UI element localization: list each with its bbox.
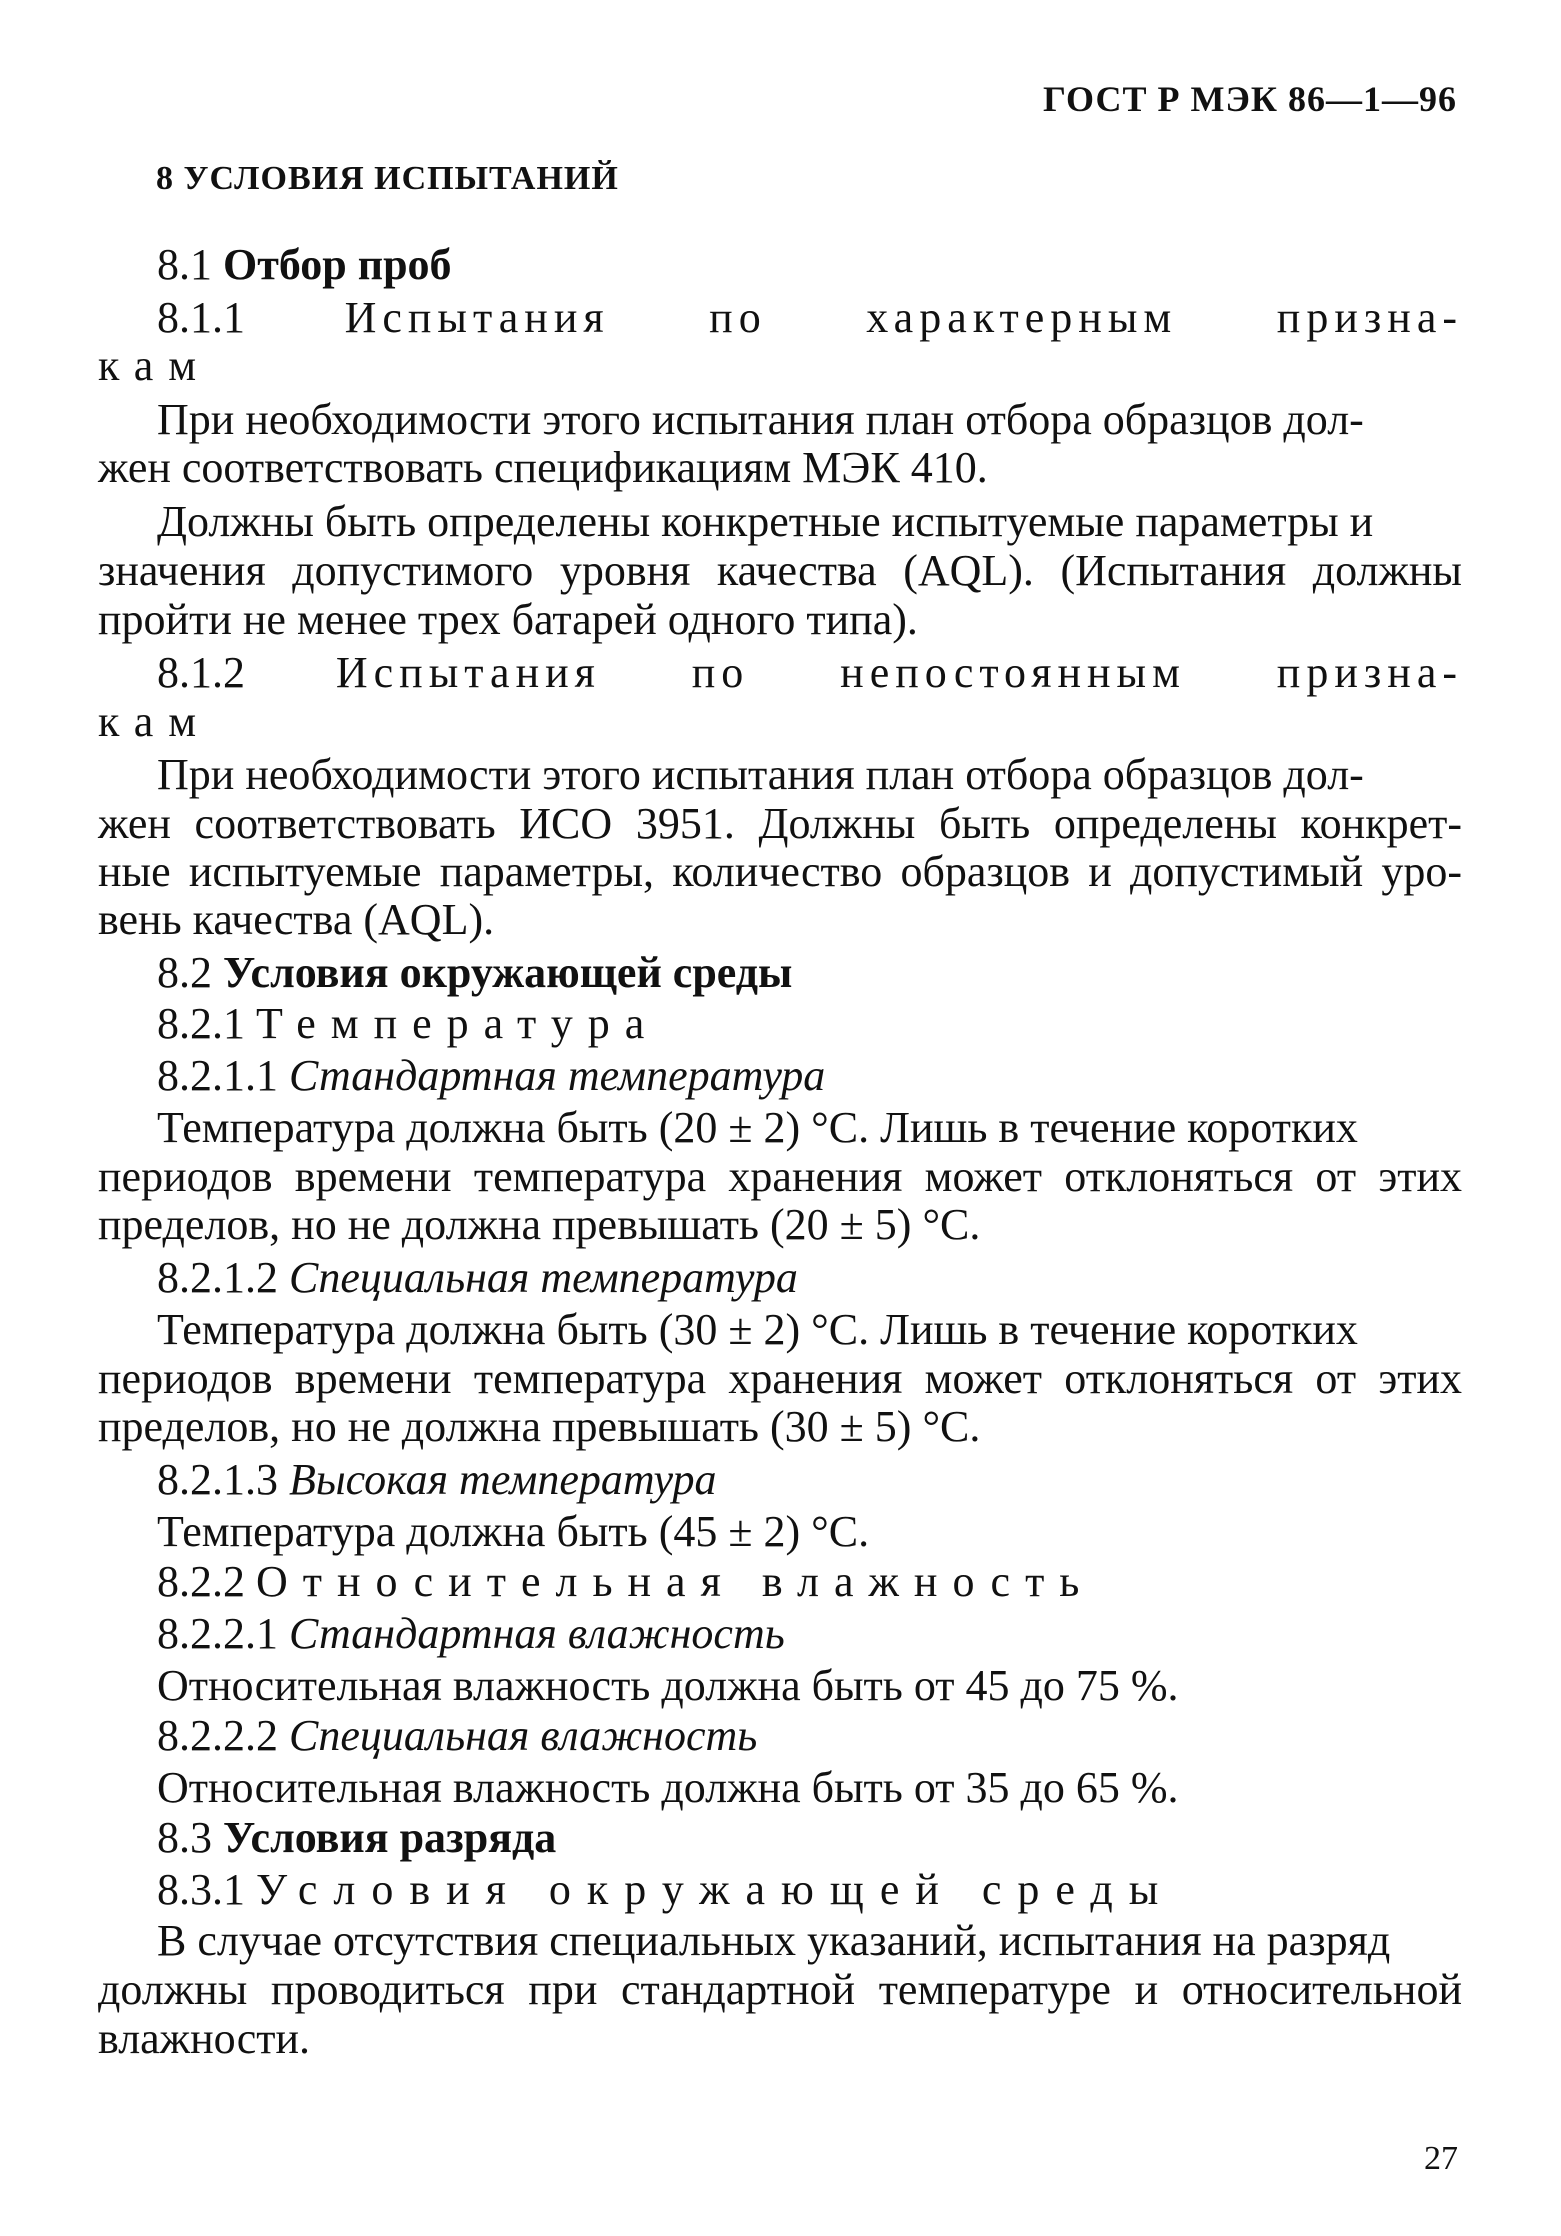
- heading-8-3-1: [157, 1865, 1175, 1914]
- paragraph-line: периодов времени температура хранения может отклоняться от этих: [98, 1152, 1462, 1201]
- heading-8-1-2: [157, 648, 1464, 697]
- heading-8-2-2: [157, 1557, 1095, 1606]
- paragraph-line: При необходимости этого испытания план отбора образцов дол-: [157, 750, 1364, 799]
- heading-8-2-title: Условия окружающей среды: [223, 948, 793, 997]
- heading-8-1-title: Отбор проб: [223, 240, 452, 289]
- paragraph-line: пределов, но не должна превышать (30 ± 5) °С.: [98, 1402, 981, 1451]
- heading-8-1-number: 8.1: [157, 240, 212, 289]
- heading-8-1: [157, 240, 452, 289]
- heading-8-2-1-3-number: 8.2.1.3: [157, 1455, 278, 1504]
- document-code: ГОСТ Р МЭК 86—1—96: [1043, 79, 1457, 119]
- paragraph-line: периодов времени температура хранения может отклоняться от этих: [98, 1354, 1462, 1403]
- paragraph-line: пройти не менее трех батарей одного типа).: [98, 595, 918, 644]
- heading-8-2-1-number: 8.2.1: [157, 999, 245, 1048]
- paragraph-line: Относительная влажность должна быть от 45 до 75 %.: [157, 1661, 1179, 1710]
- heading-8-1-1-cont: кам: [98, 341, 212, 390]
- heading-8-2-2-1-title: Стандартная влажность: [289, 1609, 785, 1658]
- heading-8-2-1-3-title: Высокая температура: [289, 1455, 717, 1504]
- paragraph-line: жен соответствовать ИСО 3951. Должны быть определены конкрет-: [98, 799, 1462, 848]
- heading-8-2-2-1-number: 8.2.2.1: [157, 1609, 278, 1658]
- heading-8-2-2-number: 8.2.2: [157, 1557, 245, 1606]
- heading-8-1-1-text: Испытания по характерным призна-: [344, 293, 1464, 342]
- paragraph-line: влажности.: [98, 2014, 311, 2063]
- heading-8-2-1: [157, 999, 660, 1048]
- heading-8-2-1-2: [157, 1253, 798, 1302]
- paragraph-line: ные испытуемые параметры, количество образцов и допустимый уро-: [98, 847, 1462, 896]
- heading-8-2-2-text: Относительная влажность: [256, 1557, 1095, 1606]
- paragraph-line: Температура должна быть (45 ± 2) °С.: [157, 1507, 870, 1556]
- heading-8-2: [157, 948, 793, 997]
- paragraph-line: должны проводиться при стандартной температуре и относительной: [98, 1965, 1462, 2014]
- heading-8-2-2-2: [157, 1711, 758, 1760]
- heading-8-2-2-2-title: Специальная влажность: [289, 1711, 758, 1760]
- heading-8-2-2-1: [157, 1609, 785, 1658]
- heading-8-2-1-1: [157, 1051, 826, 1100]
- heading-8-3-number: 8.3: [157, 1813, 212, 1862]
- heading-8-1-2-number: 8.1.2: [157, 648, 245, 697]
- paragraph-line: Относительная влажность должна быть от 35 до 65 %.: [157, 1763, 1179, 1812]
- paragraph-line: пределов, но не должна превышать (20 ± 5) °С.: [98, 1200, 981, 1249]
- heading-8-2-1-text: Температура: [256, 999, 660, 1048]
- heading-8-1-1-number: 8.1.1: [157, 293, 245, 342]
- heading-8-2-1-1-title: Стандартная температура: [289, 1051, 826, 1100]
- paragraph-line: значения допустимого уровня качества (AQL). (Испытания должны: [98, 546, 1462, 595]
- heading-8-3: [157, 1813, 557, 1862]
- heading-8-1-2-text: Испытания по непостоянным призна-: [335, 648, 1464, 697]
- heading-8-2-2-2-number: 8.2.2.2: [157, 1711, 278, 1760]
- heading-8-2-1-2-title: Специальная температура: [289, 1253, 798, 1302]
- section-title: 8 УСЛОВИЯ ИСПЫТАНИЙ: [156, 160, 619, 197]
- paragraph-line: Температура должна быть (30 ± 2) °С. Лишь в течение коротких: [157, 1305, 1358, 1354]
- paragraph-line: При необходимости этого испытания план отбора образцов дол-: [157, 395, 1364, 444]
- heading-8-2-1-3: [157, 1455, 717, 1504]
- heading-8-1-1: [157, 293, 1464, 342]
- heading-8-3-1-text: Условия окружающей среды: [256, 1865, 1175, 1914]
- paragraph-line: Должны быть определены конкретные испытуемые параметры и: [157, 497, 1374, 546]
- heading-8-2-1-1-number: 8.2.1.1: [157, 1051, 278, 1100]
- paragraph-line: Температура должна быть (20 ± 2) °С. Лишь в течение коротких: [157, 1103, 1358, 1152]
- paragraph-line: В случае отсутствия специальных указаний, испытания на разряд: [157, 1916, 1391, 1965]
- heading-8-2-number: 8.2: [157, 948, 212, 997]
- paragraph-line: вень качества (AQL).: [98, 895, 495, 944]
- heading-8-1-2-cont: кам: [98, 697, 212, 746]
- heading-8-3-title: Условия разряда: [223, 1813, 557, 1862]
- heading-8-3-1-number: 8.3.1: [157, 1865, 245, 1914]
- page-number: 27: [1424, 2140, 1458, 2177]
- heading-8-2-1-2-number: 8.2.1.2: [157, 1253, 278, 1302]
- paragraph-line: жен соответствовать спецификациям МЭК 410.: [98, 443, 988, 492]
